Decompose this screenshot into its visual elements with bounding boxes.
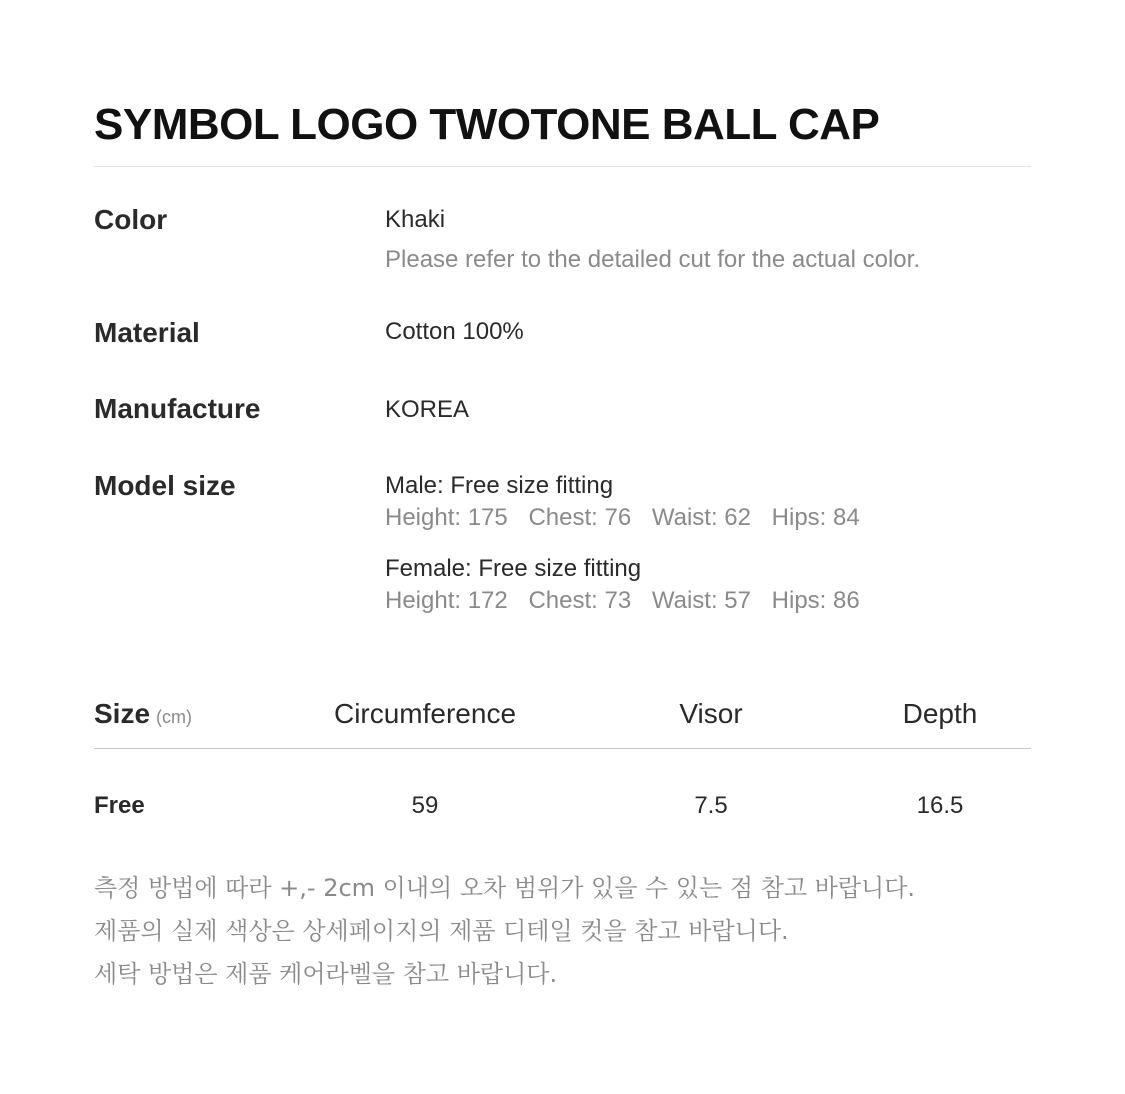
manufacture-value: KOREA [385, 396, 470, 423]
size-label: Size [94, 698, 151, 729]
color-note: Please refer to the detailed cut for the actual color. [385, 246, 920, 273]
cell-depth: 16.5 [916, 792, 964, 819]
size-table-label [94, 698, 192, 730]
size-unit: (cm) [156, 707, 193, 727]
female-fit: Female: Free size fitting [385, 555, 642, 582]
note-measurement: 측정 방법에 따라 +,- 2cm 이내의 오차 범위가 있을 수 있는 점 참고 바랍니다. [94, 874, 916, 902]
female-hips: Hips: 86 [771, 587, 860, 614]
product-title: SYMBOL LOGO TWOTONE BALL CAP [94, 100, 880, 149]
female-height: Height: 172 [385, 587, 508, 614]
male-height: Height: 175 [385, 504, 508, 531]
title-divider [94, 166, 1031, 167]
cell-visor: 7.5 [694, 792, 728, 819]
material-label: Material [94, 317, 200, 348]
cell-circumference: 59 [411, 792, 439, 819]
model-size-label: Model size [94, 470, 236, 501]
female-waist: Waist: 57 [651, 587, 751, 614]
note-washing: 세탁 방법은 제품 케어라벨을 참고 바랍니다. [94, 960, 558, 988]
male-waist: Waist: 62 [651, 504, 751, 531]
male-fit: Male: Free size fitting [385, 472, 614, 499]
column-visor: Visor [679, 698, 743, 729]
manufacture-label: Manufacture [94, 393, 261, 424]
male-measurements [385, 504, 874, 532]
size-table-divider [94, 748, 1031, 749]
color-label: Color [94, 204, 168, 235]
male-hips: Hips: 84 [771, 504, 860, 531]
color-value: Khaki [385, 206, 446, 233]
female-measurements [385, 587, 874, 615]
material-value: Cotton 100% [385, 318, 524, 345]
row-size-free: Free [94, 792, 145, 819]
female-chest: Chest: 73 [528, 587, 632, 614]
column-circumference: Circumference [333, 698, 517, 729]
note-color: 제품의 실제 색상은 상세페이지의 제품 디테일 컷을 참고 바랍니다. [94, 917, 789, 945]
column-depth: Depth [902, 698, 978, 729]
male-chest: Chest: 76 [528, 504, 632, 531]
